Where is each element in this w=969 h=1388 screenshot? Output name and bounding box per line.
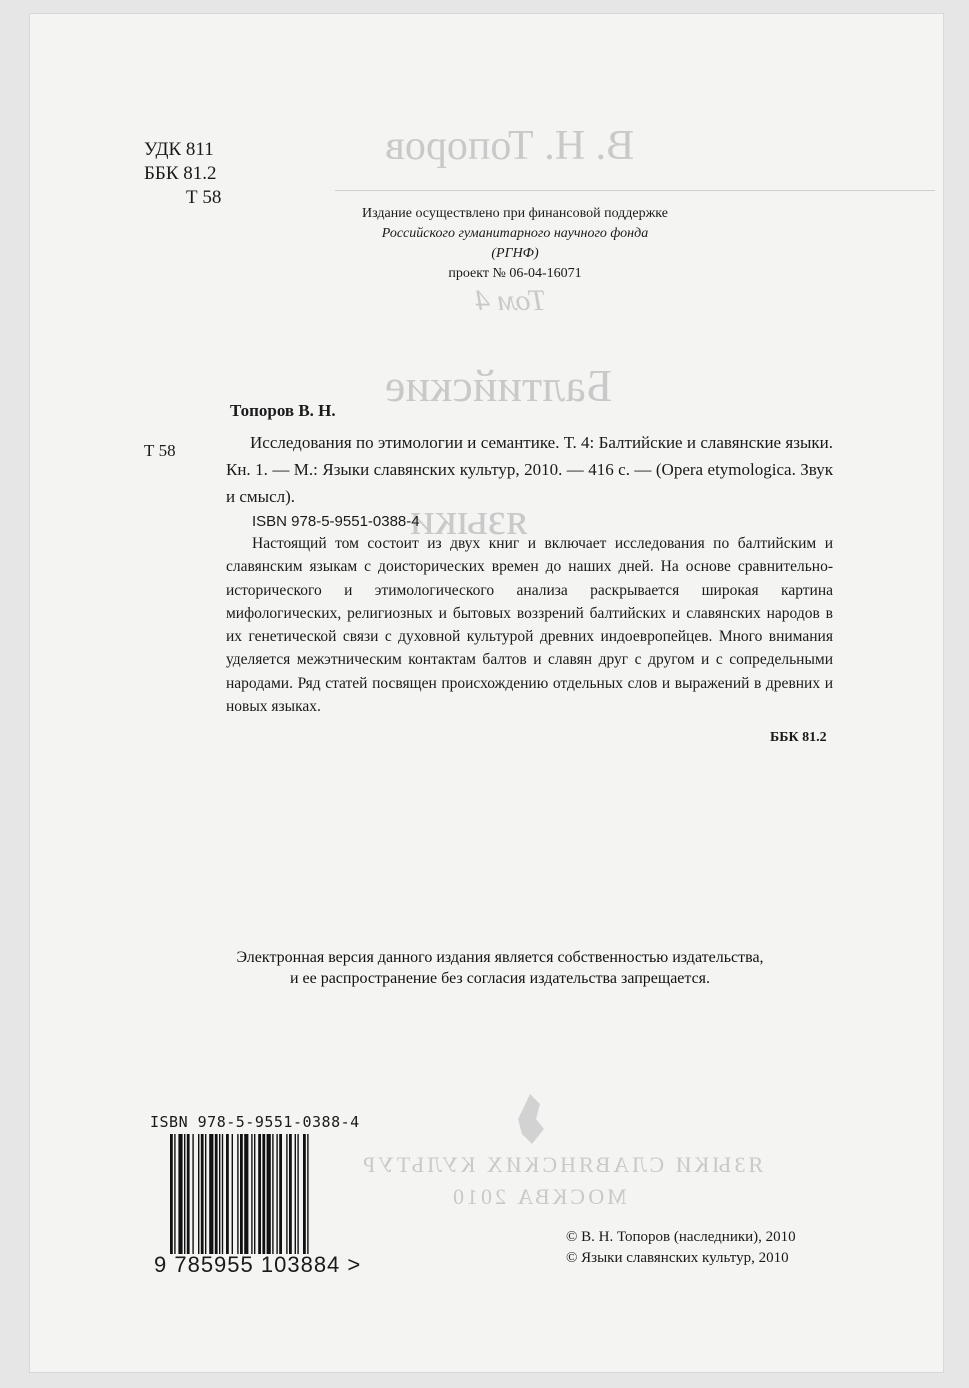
ghost-volume: Том 4 — [475, 284, 547, 317]
copyright-line-2: © Языки славянских культур, 2010 — [566, 1250, 789, 1266]
copyright-notice — [170, 947, 830, 989]
ghost-heading-2: языки — [410, 493, 528, 544]
notice-line-2: и ее распространение без согласия издательства запрещается. — [289, 970, 711, 987]
record-annotation: Настоящий том состоит из двух книг и включает исследования по балтийским и славянским языкам с доисторических времен до наших дней. На основе сравнительно-исторического и этимологического анализа раскрывается широкая картина мифологических, религиозных и бытовых воззрений балтийских и славянских народов в их генетической связи с духовной культурой древних индоевропейцев. Много внимания уделяется межэтническим контактам балтов и славян друг с другом и с сопредельными народами. Ряд статей посвящен происхождению отдельных слов и выражений в древних и новых языках. — [226, 535, 833, 716]
copyright-line-1: © В. Н. Топоров (наследники), 2010 — [566, 1229, 796, 1245]
author-mark: Т 58 — [186, 187, 222, 208]
record-isbn: ISBN 978-5-9551-0388-4 — [252, 513, 420, 530]
barcode-digits: 9 785955 103884 > — [154, 1252, 362, 1277]
ghost-heading-1: Балтийские — [385, 360, 613, 411]
ghost-publisher: ЯЗЫКИ СЛАВЯНСКИХ КУЛЬТУР — [360, 1152, 764, 1177]
funding-line-2: Российского гуманитарного научного фонда — [381, 226, 649, 241]
record-bbk: ББК 81.2 — [770, 730, 827, 745]
record-description: Исследования по этимологии и семантике. Т. 4: Балтийские и славянские языки. Кн. 1. — М.: Языки славянских культур, 2010. — 416 с. — (Opera etymologica. Звук и смысл). — [226, 433, 833, 506]
copyright-block — [566, 1227, 796, 1269]
ghost-city-year: МОСКВА 2010 — [450, 1184, 627, 1209]
ghost-title: В. Н. Топоров — [385, 123, 635, 169]
page — [30, 14, 943, 1372]
ghost-rule — [335, 190, 935, 191]
barcode-isbn: ISBN 978-5-9551-0388-4 — [150, 1113, 360, 1131]
funding-line-4: проект № 06-04-16071 — [448, 266, 582, 281]
funding-line-3: (РГНФ) — [491, 246, 539, 261]
publisher-logo-icon — [510, 1089, 550, 1149]
bbk-code: ББК 81.2 — [144, 163, 217, 184]
record-author: Топоров В. Н. — [230, 401, 336, 420]
barcode-icon — [170, 1134, 360, 1254]
record-code: Т 58 — [144, 441, 176, 460]
classification-codes — [144, 138, 221, 210]
udk-code: УДК 811 — [144, 139, 214, 160]
funding-line-1: Издание осуществлено при финансовой поддержке — [362, 206, 668, 221]
funding-notice — [320, 204, 710, 284]
notice-line-1: Электронная версия данного издания является собственностью издательства, — [236, 949, 764, 966]
